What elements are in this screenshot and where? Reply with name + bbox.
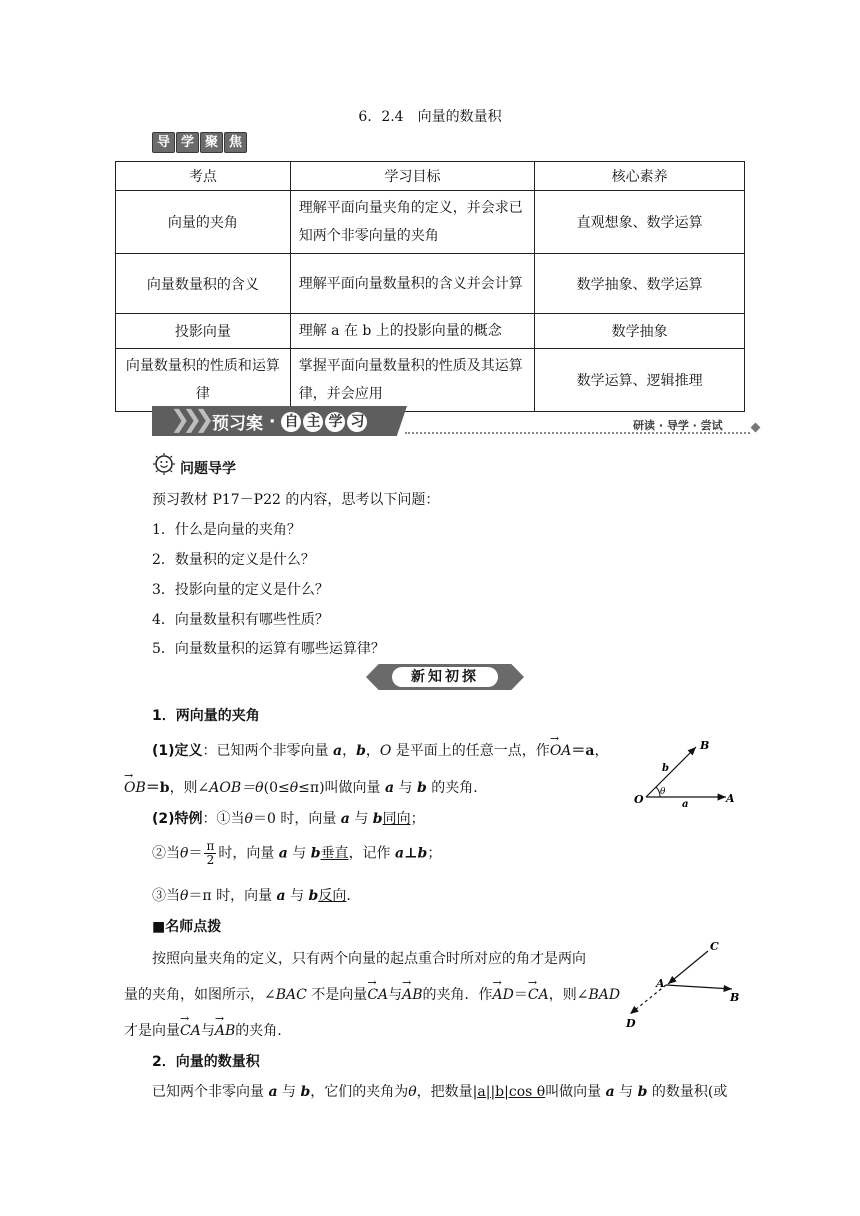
- vector-AD: → AD: [493, 987, 514, 1003]
- guide-tag: [152, 132, 247, 152]
- text: 已知两个非零向量: [152, 1084, 269, 1100]
- symbol: θ: [289, 780, 299, 796]
- question-item: 1．什么是向量的夹角？: [152, 522, 301, 538]
- label-C: C: [710, 940, 719, 953]
- sec1-definition-line2: [124, 777, 478, 797]
- tip-line2: [124, 984, 620, 1004]
- label-O: O: [634, 793, 644, 806]
- special-label: (2)特例: [152, 811, 203, 827]
- text: 与: [287, 845, 311, 862]
- symbol: a: [385, 780, 395, 796]
- table-row: [116, 349, 745, 412]
- diamond-icon: [751, 423, 761, 433]
- text: 与: [277, 1084, 301, 1100]
- answer-dot-product: |a||b|cos θ: [472, 1084, 546, 1100]
- table-cell-goal: 理解平面向量数量积的含义并会计算: [290, 254, 535, 314]
- symbol: BAC: [275, 987, 307, 1003]
- text: ，: [365, 743, 380, 759]
- fraction-pi-over-2: [204, 840, 216, 867]
- question-item: 3．投影向量的定义是什么？: [152, 582, 329, 598]
- text: 与: [200, 1023, 215, 1039]
- banner-char: 学: [325, 412, 345, 432]
- text: ，把数量: [416, 1084, 473, 1100]
- text: ＝: [188, 845, 203, 862]
- symbol: a⊥b: [395, 845, 428, 862]
- questions-heading: 问题导学: [180, 461, 236, 477]
- guide-tag-char: 学: [176, 132, 199, 153]
- text: 的夹角.: [235, 1023, 282, 1039]
- sec1-definition-line1: [152, 740, 608, 760]
- banner-label: 预习案: [212, 414, 263, 434]
- table-cell-goal: 掌握平面向量数量积的性质及其运算律，并会应用: [290, 349, 535, 412]
- text: .: [346, 888, 351, 904]
- text: ，则∠: [548, 987, 589, 1003]
- text: ，: [594, 743, 609, 759]
- symbol: b: [300, 1084, 311, 1100]
- text: 的数量积(或: [647, 1084, 728, 1100]
- text: 与: [349, 811, 373, 827]
- symbol: a: [278, 845, 288, 862]
- text: ，它们的夹角为: [310, 1084, 409, 1100]
- table-row: [116, 314, 745, 349]
- vector-CA: → CA: [528, 987, 549, 1003]
- symbol: b: [356, 743, 366, 759]
- text: ：已知两个非零向量: [202, 743, 333, 759]
- text: 的夹角．作: [422, 987, 493, 1003]
- text: ；: [410, 811, 425, 827]
- question-item: 2．数量积的定义是什么？: [152, 552, 315, 568]
- numerator: π: [206, 839, 215, 853]
- symbol: θ: [180, 845, 189, 862]
- label-B: B: [730, 991, 740, 1004]
- table-header-row: [116, 162, 745, 191]
- tip-line3: [124, 1020, 282, 1040]
- smiley-icon: [152, 452, 176, 476]
- vector-CA: → CA: [367, 987, 388, 1003]
- sec1-special-1: [152, 808, 425, 828]
- table-cell-literacy: 数学抽象: [535, 314, 745, 349]
- text: 与: [388, 987, 403, 1003]
- symbol: ＝: [513, 987, 528, 1003]
- label-theta: θ: [660, 787, 666, 797]
- symbol: θ: [408, 1084, 417, 1100]
- section-badge: 新知初探: [392, 667, 498, 687]
- table-cell-topic: 向量数量积的含义: [116, 254, 291, 314]
- question-item: 5．向量数量积的运算有哪些运算律？: [152, 641, 385, 657]
- text: 叫做向量: [545, 1084, 606, 1100]
- text: 才是向量: [124, 1023, 180, 1039]
- label-D: D: [626, 1017, 636, 1030]
- guide-tag-char: 聚: [200, 132, 223, 153]
- symbol: BAD: [588, 987, 621, 1003]
- vector-AB: → AB: [215, 1023, 235, 1039]
- symbol: θ: [244, 811, 253, 827]
- table-cell-topic: 向量数量积的性质和运算律: [116, 349, 291, 412]
- vector-OB: → OB: [124, 780, 146, 796]
- text: ≤π)叫做向量: [298, 780, 385, 796]
- answer-same-direction: 同向: [382, 811, 411, 827]
- vector-CA: → CA: [180, 1023, 201, 1039]
- symbol: b: [372, 811, 383, 827]
- sec1-special-3: [152, 885, 351, 905]
- text: ，记作: [348, 845, 396, 862]
- text: ，: [342, 743, 357, 759]
- symbol: a: [605, 1084, 615, 1100]
- text: ，则∠: [169, 780, 210, 796]
- table-cell-literacy: 直观想象、数学运算: [535, 191, 745, 254]
- symbol: ＝b: [145, 780, 170, 796]
- table-cell-goal: 理解 a 在 b 上的投影向量的概念: [290, 314, 535, 349]
- table-cell-literacy: 数学运算、逻辑推理: [535, 349, 745, 412]
- guide-tag-char: 导: [152, 132, 175, 153]
- symbol: ＝a: [571, 743, 595, 759]
- table-row: [116, 191, 745, 254]
- table-cell-literacy: 数学抽象、数学运算: [535, 254, 745, 314]
- symbol: b: [416, 780, 427, 796]
- symbol: a: [268, 1084, 278, 1100]
- objectives-table: [115, 161, 745, 412]
- table-cell-goal: 理解平面向量夹角的定义，并会求已知两个非零向量的夹角: [290, 191, 535, 254]
- sec1-heading: 1．两向量的夹角: [152, 708, 260, 724]
- def-label: (1)定义: [152, 743, 203, 759]
- label-b: b: [662, 763, 669, 774]
- banner-char: 主: [303, 412, 323, 432]
- text: 时，向量: [218, 845, 279, 862]
- text: ＝0 时，向量: [252, 811, 341, 827]
- text: 是平面上的任意一点，作: [391, 743, 550, 759]
- table-header: 学习目标: [290, 162, 535, 191]
- label-a: a: [682, 799, 689, 810]
- table-header: 考点: [116, 162, 291, 191]
- text: ②当: [152, 845, 180, 862]
- symbol: b: [637, 1084, 648, 1100]
- label-B: B: [700, 739, 710, 752]
- symbol: θ: [180, 888, 189, 904]
- text: ③当: [152, 888, 180, 904]
- text: ；: [427, 845, 442, 862]
- questions-intro: 预习教材 P17－P22 的内容，思考以下问题：: [152, 492, 440, 508]
- label-A: A: [656, 977, 665, 990]
- symbol: AOB＝θ: [209, 780, 264, 796]
- angle-bac-figure: [622, 935, 747, 1030]
- table-header: 核心素养: [535, 162, 745, 191]
- banner-char: 习: [347, 412, 367, 432]
- text: 的夹角.: [426, 780, 478, 796]
- symbol: O: [379, 743, 392, 759]
- text: 量的夹角，如图所示，∠: [124, 987, 276, 1003]
- vector-OA: → OA: [550, 743, 572, 759]
- banner-char: 自: [281, 412, 301, 432]
- text: (0≤: [263, 780, 290, 796]
- answer-opposite: 反向: [318, 888, 347, 904]
- text: ：①当: [202, 811, 245, 827]
- table-cell-topic: 投影向量: [116, 314, 291, 349]
- symbol: a: [340, 811, 350, 827]
- tip-line1: 按照向量夹角的定义，只有两个向量的起点重合时所对应的角才是两向: [152, 951, 586, 967]
- table-row: [116, 254, 745, 314]
- answer-perpendicular: 垂直: [320, 845, 349, 862]
- table-cell-topic: 向量的夹角: [116, 191, 291, 254]
- chevrons-icon: ❯❯❯: [170, 405, 207, 433]
- denominator: 2: [206, 853, 215, 867]
- question-item: 4．向量数量积有哪些性质？: [152, 612, 329, 628]
- banner-subtitle: 研读 · 导学 · 尝试: [633, 419, 723, 432]
- text: 不是向量: [306, 987, 368, 1003]
- tip-heading: ■名师点拨: [152, 919, 222, 935]
- vector-AB: → AB: [402, 987, 422, 1003]
- text: ＝π 时，向量: [188, 888, 277, 904]
- symbol: a: [333, 743, 343, 759]
- sec2-heading: 2．向量的数量积: [152, 1054, 260, 1070]
- banner-title: [212, 409, 367, 434]
- text: 与: [285, 888, 309, 904]
- angle-figure: [630, 735, 740, 810]
- sec1-special-2: [152, 840, 441, 867]
- sec2-definition: [152, 1081, 727, 1101]
- banner-dot: ·: [269, 411, 276, 432]
- text: 与: [614, 1084, 638, 1100]
- text: 与: [394, 780, 417, 796]
- symbol: b: [308, 888, 319, 904]
- page-title: 6．2.4 向量的数量积: [358, 109, 502, 125]
- label-A: A: [726, 792, 735, 805]
- symbol: a: [276, 888, 286, 904]
- symbol: b: [310, 845, 321, 862]
- guide-tag-char: 焦: [224, 132, 247, 153]
